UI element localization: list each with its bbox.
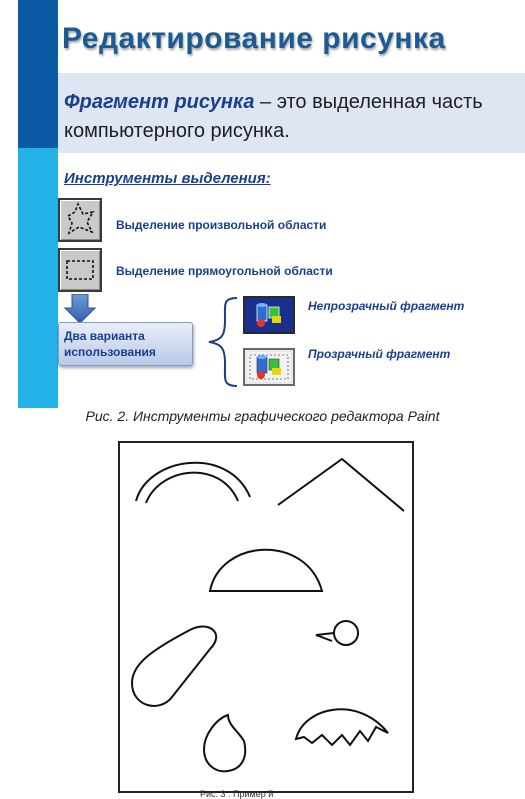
accent-bar-dark	[18, 0, 58, 148]
angle-shape	[278, 459, 404, 511]
tools-heading: Инструменты выделения:	[64, 170, 271, 187]
beak-shape	[316, 633, 334, 641]
free-form-select-icon	[58, 198, 102, 242]
variants-label: Два варианта использования	[64, 329, 156, 359]
double-arc-shape	[136, 463, 250, 501]
rect-select-icon	[58, 248, 102, 292]
tool-label-free-form: Выделение произвольной области	[116, 218, 327, 232]
opaque-fragment-icon	[243, 296, 295, 334]
brace-icon	[205, 296, 241, 388]
slide-title: Редактирование рисунка	[62, 22, 446, 55]
circle-shape	[334, 621, 358, 645]
transparent-fragment-label: Прозрачный фрагмент	[308, 347, 451, 361]
drop-shape	[132, 626, 216, 705]
tool-label-rectangular: Выделение прямоугольной области	[116, 264, 333, 278]
accent-bar-light	[18, 148, 58, 408]
definition-text	[64, 88, 522, 146]
transparent-fragment-icon	[243, 348, 295, 386]
crown-shape	[296, 709, 388, 745]
shapes-drawing	[120, 443, 412, 791]
definition-rest: – это выделенная часть компьютерного рисунка.	[64, 91, 483, 142]
opaque-fragment-label: Непрозрачный фрагмент	[308, 299, 465, 313]
figure-caption: Рис. 2. Инструменты графического редактора Paint	[85, 408, 440, 424]
arrow-down-icon	[64, 294, 96, 324]
small-drop-shape	[204, 715, 245, 771]
bottom-caption: Рис. 3 . Пример й	[200, 789, 274, 799]
definition-term: Фрагмент рисунка	[64, 91, 255, 113]
half-disc-shape	[210, 550, 322, 591]
shapes-figure	[118, 441, 414, 793]
